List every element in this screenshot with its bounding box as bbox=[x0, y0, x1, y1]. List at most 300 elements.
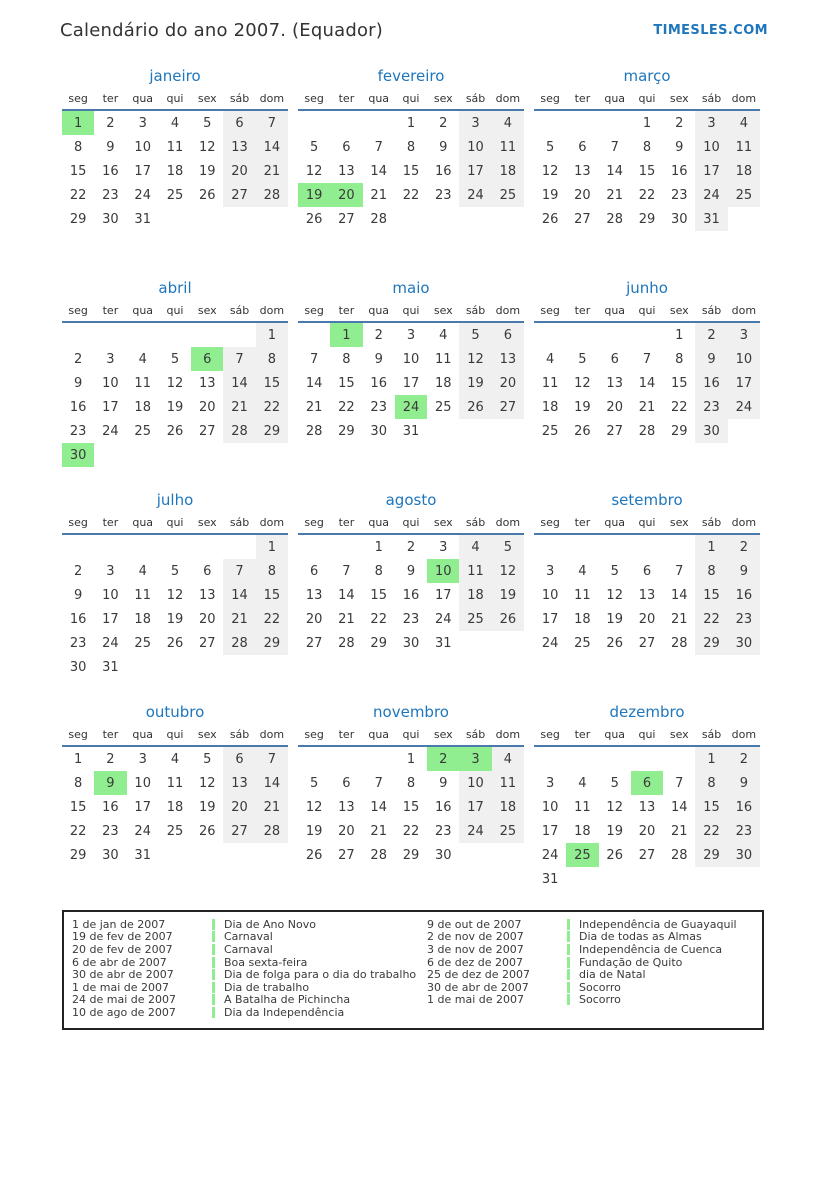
day-cell: 14 bbox=[606, 163, 623, 179]
legend-holiday-name: Fundação de Quito bbox=[579, 955, 683, 969]
weekday-label: qui bbox=[402, 304, 420, 317]
day-cell: 26 bbox=[574, 423, 591, 439]
day-cell: 25 bbox=[574, 635, 591, 651]
weekday-label: qui bbox=[638, 92, 656, 105]
day-cell: 28 bbox=[338, 635, 355, 651]
empty-cell bbox=[534, 110, 566, 135]
day-cell: 3 bbox=[439, 539, 448, 555]
weekday-label: sáb bbox=[229, 516, 250, 529]
weekday-label: ter bbox=[102, 516, 119, 529]
day-cell: 1 bbox=[695, 534, 727, 559]
day-cell: 17 bbox=[134, 163, 151, 179]
day-cell: 28 bbox=[256, 819, 288, 843]
legend-date: 30 de abr de 2007 bbox=[427, 980, 529, 994]
empty-cell bbox=[191, 534, 223, 559]
day-cell: 17 bbox=[459, 159, 491, 183]
day-cell: 21 bbox=[370, 823, 387, 839]
day-cell: 11 bbox=[434, 351, 452, 367]
legend-date: 3 de nov de 2007 bbox=[427, 942, 524, 956]
day-cell: 15 bbox=[69, 163, 87, 179]
day-cell: 5 bbox=[610, 775, 619, 791]
day-cell: 2 bbox=[675, 115, 684, 131]
day-cell: 12 bbox=[606, 799, 623, 815]
day-cell: 3 bbox=[138, 115, 147, 131]
day-cell: 28 bbox=[256, 183, 288, 207]
weekday-label: qua bbox=[368, 516, 390, 529]
day-cell: 29 bbox=[638, 211, 656, 227]
month-title[interactable]: outubro bbox=[145, 703, 205, 721]
day-cell: 21 bbox=[670, 611, 688, 627]
weekday-label: seg bbox=[540, 304, 560, 317]
day-cell: 23 bbox=[69, 423, 87, 439]
holiday-day-cell: 30 bbox=[62, 443, 94, 467]
empty-cell bbox=[566, 746, 598, 771]
day-cell: 9 bbox=[439, 139, 448, 155]
day-cell: 27 bbox=[338, 211, 355, 227]
day-cell: 17 bbox=[434, 587, 452, 603]
empty-cell bbox=[534, 534, 566, 559]
month-title[interactable]: setembro bbox=[611, 491, 683, 509]
day-cell: 16 bbox=[728, 583, 760, 607]
day-cell: 29 bbox=[402, 847, 420, 863]
day-cell: 27 bbox=[638, 847, 656, 863]
day-cell: 14 bbox=[670, 587, 688, 603]
weekday-label: sáb bbox=[229, 728, 250, 741]
day-cell: 3 bbox=[546, 563, 555, 579]
holiday-color-bar bbox=[567, 957, 570, 968]
holiday-day-cell: 1 bbox=[330, 322, 362, 347]
weekday-label: sáb bbox=[465, 516, 486, 529]
empty-cell bbox=[566, 322, 598, 347]
day-cell: 27 bbox=[338, 847, 355, 863]
month-title[interactable]: agosto bbox=[385, 491, 437, 509]
day-cell: 26 bbox=[305, 211, 323, 227]
empty-cell bbox=[566, 534, 598, 559]
empty-cell bbox=[159, 322, 191, 347]
legend-holiday-name: Boa sexta-feira bbox=[224, 955, 308, 969]
day-cell: 19 bbox=[166, 399, 184, 415]
day-cell: 10 bbox=[459, 771, 491, 795]
day-cell: 26 bbox=[492, 607, 524, 631]
day-cell: 22 bbox=[69, 823, 87, 839]
day-cell: 12 bbox=[166, 375, 184, 391]
day-cell: 16 bbox=[370, 375, 387, 391]
day-cell: 17 bbox=[134, 799, 151, 815]
day-cell: 10 bbox=[402, 351, 420, 367]
holiday-day-cell: 20 bbox=[330, 183, 362, 207]
day-cell: 30 bbox=[434, 847, 452, 863]
day-cell: 2 bbox=[374, 327, 383, 343]
empty-cell bbox=[534, 746, 566, 771]
day-cell: 28 bbox=[370, 847, 387, 863]
day-cell: 26 bbox=[459, 395, 491, 419]
site-logo-link[interactable]: TIMESLES.COM bbox=[653, 23, 768, 38]
day-cell: 20 bbox=[606, 399, 623, 415]
day-cell: 10 bbox=[102, 375, 119, 391]
month-julho bbox=[62, 491, 288, 683]
weekday-label: sáb bbox=[229, 92, 250, 105]
day-cell: 23 bbox=[728, 607, 760, 631]
day-cell: 25 bbox=[134, 635, 151, 651]
empty-cell bbox=[566, 867, 598, 891]
weekday-label: ter bbox=[338, 516, 355, 529]
legend-entry bbox=[427, 956, 762, 969]
day-cell: 21 bbox=[223, 395, 255, 419]
month-title[interactable]: fevereiro bbox=[377, 67, 445, 85]
legend-holiday-name: Socorro bbox=[579, 980, 621, 994]
day-cell: 16 bbox=[728, 795, 760, 819]
day-cell: 17 bbox=[695, 159, 727, 183]
legend-date: 1 de mai de 2007 bbox=[72, 980, 169, 994]
month-grid bbox=[534, 514, 760, 655]
day-cell: 20 bbox=[492, 371, 524, 395]
weekday-label: sex bbox=[433, 304, 453, 317]
empty-cell bbox=[631, 746, 663, 771]
day-cell: 11 bbox=[574, 799, 591, 815]
empty-cell bbox=[459, 207, 491, 231]
day-cell: 3 bbox=[459, 110, 491, 135]
holiday-day-cell: 3 bbox=[459, 746, 491, 771]
day-cell: 20 bbox=[638, 823, 656, 839]
day-cell: 15 bbox=[69, 799, 87, 815]
weekday-label: seg bbox=[540, 516, 560, 529]
day-cell: 20 bbox=[223, 795, 255, 819]
day-cell: 24 bbox=[541, 847, 559, 863]
day-cell: 19 bbox=[541, 187, 559, 203]
day-cell: 11 bbox=[541, 375, 559, 391]
day-cell: 24 bbox=[434, 611, 452, 627]
day-cell: 5 bbox=[492, 534, 524, 559]
legend-holiday-name: Dia de trabalho bbox=[224, 980, 310, 994]
empty-cell bbox=[127, 655, 159, 679]
day-cell: 31 bbox=[102, 659, 119, 675]
day-cell: 8 bbox=[256, 559, 288, 583]
legend-entry bbox=[72, 968, 427, 981]
month-title[interactable]: novembro bbox=[373, 703, 449, 721]
day-cell: 17 bbox=[102, 399, 119, 415]
day-cell: 24 bbox=[134, 187, 151, 203]
empty-cell bbox=[728, 867, 760, 891]
day-cell: 29 bbox=[370, 635, 387, 651]
weekday-label: qua bbox=[368, 304, 390, 317]
day-cell: 28 bbox=[305, 423, 323, 439]
day-cell: 5 bbox=[459, 322, 491, 347]
weekday-label: sex bbox=[669, 304, 689, 317]
day-cell: 29 bbox=[256, 631, 288, 655]
month-grid bbox=[62, 514, 288, 679]
day-cell: 7 bbox=[610, 139, 619, 155]
day-cell: 11 bbox=[492, 771, 524, 795]
weekday-label: dom bbox=[731, 728, 757, 741]
day-cell: 14 bbox=[305, 375, 323, 391]
legend-holiday-name: Dia da Independência bbox=[224, 1005, 345, 1019]
empty-cell bbox=[223, 322, 255, 347]
day-cell: 23 bbox=[102, 187, 119, 203]
day-cell: 16 bbox=[402, 587, 420, 603]
empty-cell bbox=[728, 419, 760, 443]
holiday-color-bar bbox=[212, 919, 215, 930]
month-title[interactable]: abril bbox=[158, 279, 192, 297]
empty-cell bbox=[298, 534, 330, 559]
holiday-color-bar bbox=[212, 931, 215, 942]
weekday-label: seg bbox=[540, 728, 560, 741]
day-cell: 15 bbox=[402, 163, 420, 179]
empty-cell bbox=[223, 534, 255, 559]
day-cell: 18 bbox=[134, 399, 151, 415]
day-cell: 18 bbox=[492, 159, 524, 183]
day-cell: 3 bbox=[728, 322, 760, 347]
empty-cell bbox=[631, 534, 663, 559]
year-calendar bbox=[62, 67, 760, 895]
month-title[interactable]: dezembro bbox=[609, 703, 685, 721]
day-cell: 4 bbox=[492, 110, 524, 135]
day-cell: 19 bbox=[606, 611, 623, 627]
day-cell: 31 bbox=[434, 635, 452, 651]
day-cell: 1 bbox=[695, 746, 727, 771]
day-cell: 25 bbox=[459, 607, 491, 631]
day-cell: 24 bbox=[134, 823, 151, 839]
day-cell: 24 bbox=[695, 183, 727, 207]
day-cell: 9 bbox=[406, 563, 416, 579]
day-cell: 30 bbox=[102, 847, 119, 863]
day-cell: 1 bbox=[406, 751, 416, 767]
day-cell: 15 bbox=[695, 583, 727, 607]
empty-cell bbox=[695, 867, 727, 891]
day-cell: 10 bbox=[459, 135, 491, 159]
weekday-label: sáb bbox=[701, 92, 722, 105]
month-grid bbox=[298, 726, 524, 867]
weekday-label: seg bbox=[540, 92, 560, 105]
day-cell: 26 bbox=[305, 847, 323, 863]
day-cell: 5 bbox=[203, 115, 212, 131]
weekday-label: seg bbox=[304, 728, 324, 741]
empty-cell bbox=[159, 207, 191, 231]
empty-cell bbox=[492, 419, 524, 443]
empty-cell bbox=[363, 746, 395, 771]
day-cell: 14 bbox=[370, 163, 387, 179]
legend-date: 25 de dez de 2007 bbox=[427, 968, 531, 982]
day-cell: 26 bbox=[198, 187, 216, 203]
weekday-label: qui bbox=[402, 728, 420, 741]
weekday-label: dom bbox=[731, 304, 757, 317]
day-cell: 7 bbox=[642, 351, 652, 367]
day-cell: 22 bbox=[638, 187, 656, 203]
day-cell: 24 bbox=[102, 423, 119, 439]
legend-entry bbox=[72, 994, 427, 1007]
month-fevereiro bbox=[298, 67, 524, 259]
day-cell: 8 bbox=[342, 351, 351, 367]
weekday-label: dom bbox=[259, 728, 285, 741]
day-cell: 15 bbox=[638, 163, 656, 179]
day-cell: 9 bbox=[74, 587, 83, 603]
holiday-legend bbox=[62, 910, 764, 1030]
empty-cell bbox=[127, 443, 159, 467]
day-cell: 23 bbox=[69, 635, 87, 651]
day-cell: 26 bbox=[606, 847, 623, 863]
day-cell: 2 bbox=[106, 115, 115, 131]
day-cell: 22 bbox=[256, 395, 288, 419]
weekday-label: dom bbox=[259, 516, 285, 529]
month-title[interactable]: março bbox=[623, 67, 671, 85]
day-cell: 17 bbox=[402, 375, 420, 391]
empty-cell bbox=[223, 207, 255, 231]
holiday-color-bar bbox=[212, 957, 215, 968]
day-cell: 8 bbox=[695, 559, 727, 583]
holiday-color-bar bbox=[212, 969, 215, 980]
day-cell: 21 bbox=[256, 795, 288, 819]
month-title[interactable]: julho bbox=[156, 491, 194, 509]
day-cell: 29 bbox=[670, 423, 688, 439]
legend-holiday-name: Dia de todas as Almas bbox=[579, 930, 702, 944]
weekday-label: ter bbox=[102, 728, 119, 741]
day-cell: 5 bbox=[546, 139, 555, 155]
day-cell: 5 bbox=[310, 139, 319, 155]
day-cell: 22 bbox=[402, 187, 420, 203]
day-cell: 21 bbox=[638, 399, 656, 415]
day-cell: 10 bbox=[728, 347, 760, 371]
day-cell: 12 bbox=[459, 347, 491, 371]
day-cell: 22 bbox=[256, 607, 288, 631]
day-cell: 26 bbox=[198, 823, 216, 839]
empty-cell bbox=[256, 207, 288, 231]
day-cell: 28 bbox=[606, 211, 623, 227]
day-cell: 19 bbox=[606, 823, 623, 839]
day-cell: 23 bbox=[728, 819, 760, 843]
day-cell: 21 bbox=[370, 187, 387, 203]
month-title[interactable]: janeiro bbox=[149, 67, 201, 85]
day-cell: 16 bbox=[102, 799, 119, 815]
day-cell: 9 bbox=[728, 771, 760, 795]
day-cell: 12 bbox=[574, 375, 591, 391]
weekday-label: seg bbox=[304, 92, 324, 105]
weekday-label: seg bbox=[68, 728, 88, 741]
empty-cell bbox=[663, 867, 695, 891]
day-cell: 5 bbox=[203, 751, 212, 767]
day-cell: 7 bbox=[223, 559, 255, 583]
weekday-label: sex bbox=[669, 92, 689, 105]
month-title[interactable]: junho bbox=[626, 279, 668, 297]
day-cell: 14 bbox=[670, 799, 688, 815]
day-cell: 24 bbox=[728, 395, 760, 419]
empty-cell bbox=[631, 867, 663, 891]
month-title[interactable]: maio bbox=[392, 279, 430, 297]
legend-entry bbox=[72, 931, 427, 944]
day-cell: 8 bbox=[406, 139, 416, 155]
day-cell: 23 bbox=[670, 187, 688, 203]
day-cell: 17 bbox=[102, 611, 119, 627]
day-cell: 15 bbox=[370, 587, 387, 603]
day-cell: 6 bbox=[342, 775, 351, 791]
day-cell: 13 bbox=[638, 799, 656, 815]
day-cell: 22 bbox=[695, 819, 727, 843]
weekday-label: dom bbox=[495, 728, 521, 741]
day-cell: 30 bbox=[370, 423, 387, 439]
day-cell: 22 bbox=[670, 399, 688, 415]
holiday-color-bar bbox=[567, 994, 570, 1005]
empty-cell bbox=[223, 655, 255, 679]
weekday-label: ter bbox=[102, 92, 119, 105]
day-cell: 24 bbox=[541, 635, 559, 651]
legend-entry bbox=[72, 1006, 427, 1019]
weekday-label: sáb bbox=[465, 728, 486, 741]
day-cell: 13 bbox=[223, 771, 255, 795]
day-cell: 24 bbox=[459, 819, 491, 843]
weekday-label: sex bbox=[669, 728, 689, 741]
day-cell: 6 bbox=[578, 139, 587, 155]
empty-cell bbox=[223, 443, 255, 467]
legend-date: 6 de abr de 2007 bbox=[72, 955, 167, 969]
day-cell: 20 bbox=[198, 399, 216, 415]
day-cell: 11 bbox=[134, 375, 151, 391]
day-cell: 8 bbox=[406, 775, 416, 791]
day-cell: 7 bbox=[374, 139, 383, 155]
day-cell: 1 bbox=[406, 115, 416, 131]
month-grid bbox=[298, 514, 524, 655]
day-cell: 8 bbox=[74, 139, 83, 155]
weekday-label: sex bbox=[197, 516, 217, 529]
weekday-label: qui bbox=[402, 516, 420, 529]
empty-cell bbox=[663, 534, 695, 559]
weekday-label: sex bbox=[197, 728, 217, 741]
day-cell: 2 bbox=[695, 322, 727, 347]
day-cell: 17 bbox=[541, 823, 559, 839]
day-cell: 30 bbox=[69, 659, 87, 675]
day-cell: 11 bbox=[166, 139, 184, 155]
day-cell: 20 bbox=[198, 611, 216, 627]
legend-entry bbox=[72, 943, 427, 956]
day-cell: 29 bbox=[69, 847, 87, 863]
empty-cell bbox=[256, 655, 288, 679]
holiday-day-cell: 24 bbox=[395, 395, 427, 419]
day-cell: 18 bbox=[541, 399, 559, 415]
page-header bbox=[60, 20, 768, 41]
day-cell: 21 bbox=[305, 399, 323, 415]
day-cell: 5 bbox=[170, 563, 180, 579]
day-cell: 10 bbox=[102, 587, 119, 603]
weekday-label: qui bbox=[638, 728, 656, 741]
empty-cell bbox=[159, 843, 191, 867]
day-cell: 13 bbox=[338, 163, 355, 179]
day-cell: 14 bbox=[223, 371, 255, 395]
day-cell: 8 bbox=[374, 563, 383, 579]
legend-entry bbox=[72, 956, 427, 969]
day-cell: 30 bbox=[102, 211, 119, 227]
day-cell: 4 bbox=[546, 351, 555, 367]
day-cell: 29 bbox=[256, 419, 288, 443]
weekday-label: sex bbox=[669, 516, 689, 529]
day-cell: 1 bbox=[256, 322, 288, 347]
day-cell: 16 bbox=[69, 399, 87, 415]
day-cell: 9 bbox=[675, 139, 684, 155]
day-cell: 6 bbox=[310, 563, 319, 579]
day-cell: 18 bbox=[459, 583, 491, 607]
weekday-label: seg bbox=[304, 516, 324, 529]
month-janeiro bbox=[62, 67, 288, 259]
day-cell: 4 bbox=[138, 563, 147, 579]
day-cell: 1 bbox=[374, 539, 383, 555]
weekday-label: sex bbox=[433, 728, 453, 741]
day-cell: 26 bbox=[166, 423, 184, 439]
day-cell: 18 bbox=[166, 163, 184, 179]
empty-cell bbox=[298, 110, 330, 135]
day-cell: 1 bbox=[256, 534, 288, 559]
weekday-label: qua bbox=[368, 92, 390, 105]
day-cell: 22 bbox=[695, 607, 727, 631]
day-cell: 18 bbox=[574, 611, 591, 627]
day-cell: 1 bbox=[675, 327, 684, 343]
page-title: Calendário do ano 2007. (Equador) bbox=[60, 20, 383, 41]
day-cell: 13 bbox=[574, 163, 591, 179]
